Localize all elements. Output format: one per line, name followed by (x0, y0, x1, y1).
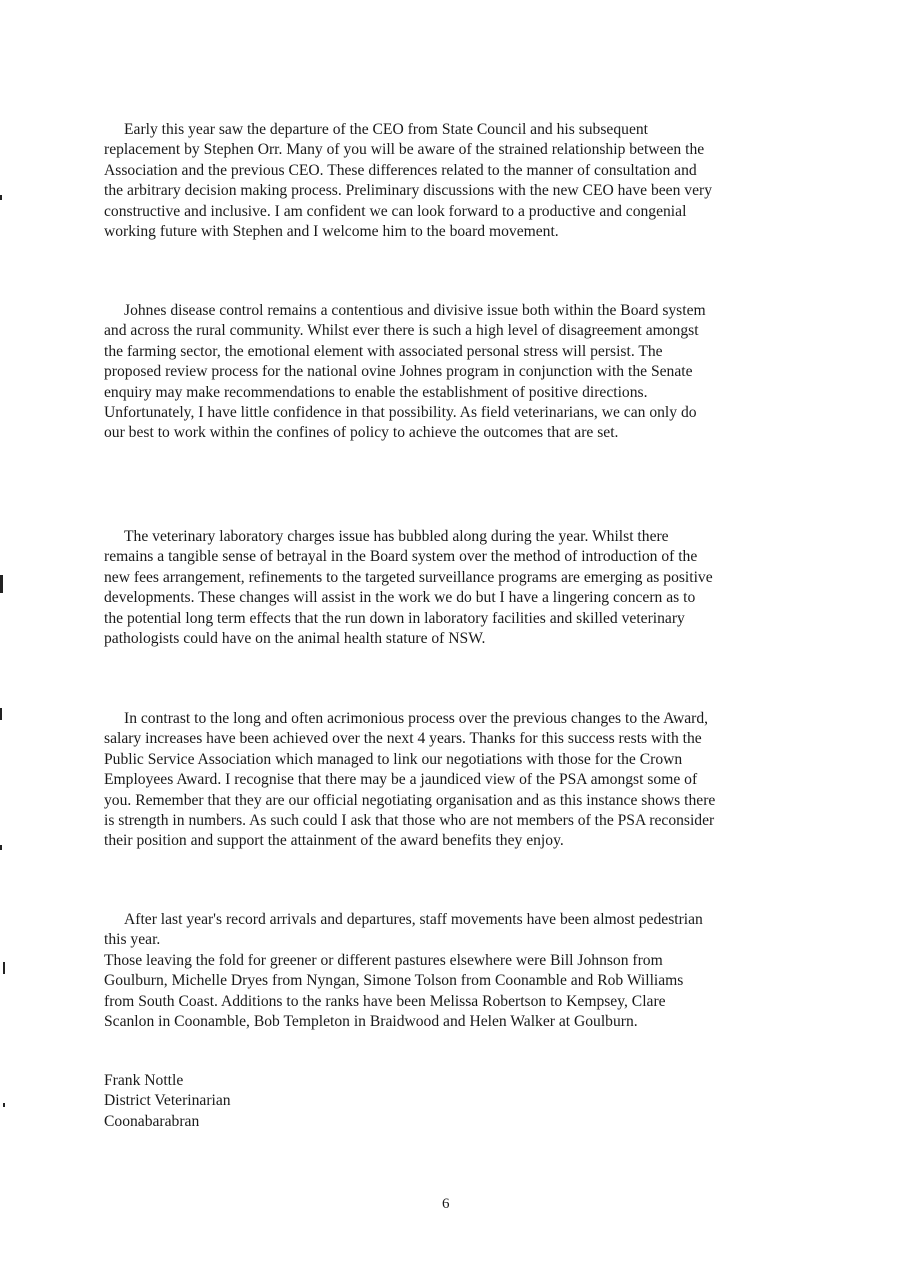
paragraph-line: their position and support the attainment of the award benefits they enjoy. (104, 832, 564, 850)
paragraph-line: Goulburn, Michelle Dryes from Nyngan, Simone Tolson from Coonamble and Rob Williams (104, 972, 684, 990)
paragraph-line: proposed review process for the national ovine Johnes program in conjunction with the Senate (104, 363, 693, 381)
paragraph-line: After last year's record arrivals and departures, staff movements have been almost pedestrian (124, 911, 703, 928)
scan-artifact (0, 708, 2, 720)
paragraph-line: remains a tangible sense of betrayal in the Board system over the method of introduction of the (104, 548, 698, 566)
paragraph-ceo-departure (104, 120, 804, 242)
paragraph-line: the farming sector, the emotional element with associated personal stress will persist. The (104, 342, 663, 360)
paragraph-line: Those leaving the fold for greener or different pastures elsewhere were Bill Johnson from (104, 951, 663, 969)
paragraph-line: In contrast to the long and often acrimonious process over the previous changes to the Award, (124, 710, 709, 727)
paragraph-line: enquiry may make recommendations to enable the establishment of positive directions. (104, 383, 648, 401)
paragraph-staff-movements (104, 910, 804, 1032)
paragraph-line: the arbitrary decision making process. Preliminary discussions with the new CEO have been very (104, 182, 713, 200)
paragraph-line: Public Service Association which managed to link our negotiations with those for the Crown (104, 750, 683, 768)
signature-location: Coonabarabran (104, 1112, 200, 1130)
paragraph-line: Scanlon in Coonamble, Bob Templeton in Braidwood and Helen Walker at Goulburn. (104, 1013, 638, 1031)
paragraph-line: salary increases have been achieved over the next 4 years. Thanks for this success rests with the (104, 730, 702, 748)
scan-artifact (3, 1103, 5, 1107)
paragraph-laboratory-charges (104, 527, 804, 649)
paragraph-line: new fees arrangement, refinements to the targeted surveillance programs are emerging as positive (104, 568, 713, 586)
page-number: 6 (442, 1196, 450, 1212)
paragraph-line: this year. (104, 931, 161, 949)
paragraph-line: you. Remember that they are our official negotiating organisation and as this instance shows there (104, 791, 716, 809)
paragraph-line: from South Coast. Additions to the ranks have been Melissa Robertson to Kempsey, Clare (104, 992, 666, 1010)
signature-name: Frank Nottle (104, 1072, 184, 1089)
paragraph-line: Association and the previous CEO. These differences related to the manner of consultation and (104, 161, 697, 179)
paragraph-line: our best to work within the confines of policy to achieve the outcomes that are set. (104, 424, 619, 442)
paragraph-line: the potential long term effects that the run down in laboratory facilities and skilled veterinary (104, 609, 685, 627)
signature-title: District Veterinarian (104, 1092, 231, 1110)
scan-artifact (0, 575, 3, 593)
scan-artifact (0, 195, 2, 200)
paragraph-line: and across the rural community. Whilst ever there is such a high level of disagreement amongst (104, 322, 699, 340)
paragraph-line: pathologists could have on the animal health stature of NSW. (104, 630, 486, 648)
paragraph-line: working future with Stephen and I welcome him to the board movement. (104, 223, 559, 241)
paragraph-line: Early this year saw the departure of the CEO from State Council and his subsequent (124, 121, 648, 138)
scan-artifact (3, 962, 5, 974)
paragraph-line: is strength in numbers. As such could I ask that those who are not members of the PSA reconsider (104, 812, 715, 830)
paragraph-line: constructive and inclusive. I am confident we can look forward to a productive and congenial (104, 202, 687, 220)
signature-block (104, 1071, 231, 1132)
paragraph-johnes-disease (104, 301, 804, 444)
paragraph-line: Johnes disease control remains a contentious and divisive issue both within the Board system (124, 302, 706, 319)
paragraph-award-negotiations (104, 709, 804, 852)
paragraph-line: Employees Award. I recognise that there may be a jaundiced view of the PSA amongst some of (104, 771, 698, 789)
scan-artifact (0, 845, 2, 850)
paragraph-line: The veterinary laboratory charges issue has bubbled along during the year. Whilst there (124, 528, 669, 545)
paragraph-line: replacement by Stephen Orr. Many of you will be aware of the strained relationship between the (104, 141, 705, 159)
paragraph-line: Unfortunately, I have little confidence in that possibility. As field veterinarians, we can only do (104, 404, 697, 422)
paragraph-line: developments. These changes will assist in the work we do but I have a lingering concern as to (104, 589, 696, 607)
